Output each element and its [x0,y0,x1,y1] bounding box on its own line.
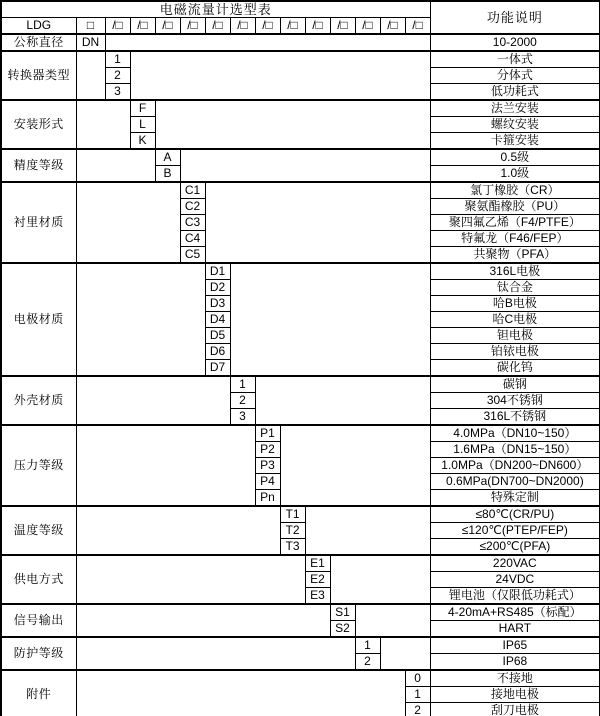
code-cell: C3 [180,215,205,231]
category-label: 压力等级 [1,425,76,506]
code-cell: P1 [255,425,280,442]
table-row [1,425,600,442]
empty-span [280,425,430,506]
code-cell: E1 [305,555,330,572]
empty-span [105,34,430,51]
table-row [1,182,600,199]
table-row [1,555,600,572]
code-cell: D7 [205,360,230,377]
slot-box: /□ [105,18,130,35]
desc-cell: 哈C电极 [430,312,600,328]
desc-cell: 法兰安装 [430,100,600,117]
code-cell: C5 [180,247,205,264]
empty-span [205,182,430,263]
desc-cell: ≤120℃(PTEP/FEP) [430,523,600,539]
desc-cell: 碳钢 [430,376,600,393]
empty-span [76,182,180,263]
empty-span [76,555,305,604]
code-cell: T2 [280,523,305,539]
slot-box: /□ [405,18,430,35]
empty-span [76,637,355,670]
empty-span [380,637,430,670]
code-cell: D2 [205,280,230,296]
code-cell: D4 [205,312,230,328]
category-label: 温度等级 [1,506,76,555]
category-label: 衬里材质 [1,182,76,263]
desc-cell: 10-2000 [430,34,600,51]
desc-cell: 0.6MPa(DN700~DN2000) [430,474,600,490]
code-cell: S2 [330,621,355,638]
desc-cell: 聚氨酯橡胶（PU） [430,199,600,215]
desc-cell: 220VAC [430,555,600,572]
empty-span [155,100,430,149]
desc-cell: 不接地 [430,670,600,687]
empty-span [76,149,155,182]
desc-cell: 特氟龙（F46/FEP） [430,231,600,247]
desc-cell: 卡箍安装 [430,133,600,150]
empty-span [230,263,430,376]
empty-span [130,51,430,100]
table-row [1,51,600,68]
code-cell: A [155,149,180,166]
table-row [1,376,600,393]
code-cell: 2 [230,393,255,409]
code-cell: T1 [280,506,305,523]
function-column-header: 功能说明 [430,1,600,34]
code-cell: 1 [230,376,255,393]
empty-span [76,425,255,506]
empty-span [76,100,130,149]
code-cell: D6 [205,344,230,360]
diameter-row [1,34,600,51]
desc-cell: 1.0MPa（DN200~DN600） [430,458,600,474]
code-cell: 1 [355,637,380,654]
desc-cell: 1.0级 [430,166,600,183]
code-cell: P4 [255,474,280,490]
empty-span [76,506,280,555]
desc-cell: 氯丁橡胶（CR） [430,182,600,199]
desc-cell: 碳化钨 [430,360,600,377]
code-cell: K [130,133,155,150]
slot-box: /□ [355,18,380,35]
empty-span [76,376,230,425]
empty-span [330,555,430,604]
empty-span [76,604,330,637]
code-cell: D3 [205,296,230,312]
desc-cell: ≤80℃(CR/PU) [430,506,600,523]
empty-span [305,506,430,555]
code-cell: T3 [280,539,305,556]
slot-box: /□ [380,18,405,35]
desc-cell: 共聚物（PFA） [430,247,600,264]
empty-span [180,149,430,182]
desc-cell: 锂电池（仅限低功耗式） [430,588,600,605]
code-cell: S1 [330,604,355,621]
slot-box: /□ [155,18,180,35]
code-cell: 2 [355,654,380,671]
table-row [1,670,600,687]
desc-cell: 316L不锈钢 [430,409,600,426]
desc-cell: 4-20mA+RS485（标配） [430,604,600,621]
category-label: 附件 [1,670,76,716]
empty-span [76,51,105,100]
category-label: 防护等级 [1,637,76,670]
desc-cell: ≤200℃(PFA) [430,539,600,556]
desc-cell: 铂铱电极 [430,344,600,360]
slot-box: /□ [180,18,205,35]
desc-cell: 接地电极 [430,687,600,703]
code-cell: 3 [105,84,130,101]
desc-cell: 316L电极 [430,263,600,280]
desc-cell: 钛合金 [430,280,600,296]
slot-box: /□ [130,18,155,35]
code-cell: DN [76,34,105,51]
category-label: 精度等级 [1,149,76,182]
table-row [1,506,600,523]
code-cell: C2 [180,199,205,215]
table-row [1,149,600,166]
code-cell: B [155,166,180,183]
ldg-label: LDG [1,18,76,35]
desc-cell: 1.6MPa（DN15~150） [430,442,600,458]
code-cell: Pn [255,490,280,507]
page-title: 电磁流量计选型表 [1,1,430,18]
code-cell: D5 [205,328,230,344]
desc-cell: 聚四氟乙烯（F4/PTFE） [430,215,600,231]
empty-span [76,263,205,376]
desc-cell: IP65 [430,637,600,654]
category-label: 电极材质 [1,263,76,376]
empty-span [255,376,430,425]
code-cell: F [130,100,155,117]
desc-cell: 钽电极 [430,328,600,344]
empty-span [76,670,405,716]
category-label: 公称直径 [1,34,76,51]
code-cell: 0 [405,670,430,687]
slot-box: /□ [330,18,355,35]
slot-box: /□ [205,18,230,35]
code-cell: E3 [305,588,330,605]
slot-box: /□ [230,18,255,35]
table-row [1,100,600,117]
table-row [1,604,600,621]
code-cell: E2 [305,572,330,588]
code-cell: P3 [255,458,280,474]
desc-cell: 刮刀电极 [430,703,600,716]
header-row [1,1,600,18]
slot-box: /□ [255,18,280,35]
category-label: 信号输出 [1,604,76,637]
desc-cell: 哈B电极 [430,296,600,312]
slot-box: /□ [305,18,330,35]
category-label: 外壳材质 [1,376,76,425]
category-label: 供电方式 [1,555,76,604]
desc-cell: 4.0MPa（DN10~150） [430,425,600,442]
desc-cell: 24VDC [430,572,600,588]
table-row [1,263,600,280]
desc-cell: 304不锈钢 [430,393,600,409]
code-cell: C4 [180,231,205,247]
code-cell: P2 [255,442,280,458]
desc-cell: 0.5级 [430,149,600,166]
table-row [1,637,600,654]
slot-box: /□ [280,18,305,35]
desc-cell: 低功耗式 [430,84,600,101]
code-cell: L [130,117,155,133]
desc-cell: 特殊定制 [430,490,600,507]
desc-cell: HART [430,621,600,638]
desc-cell: IP68 [430,654,600,671]
desc-cell: 一体式 [430,51,600,68]
code-cell: 1 [105,51,130,68]
category-label: 转换器类型 [1,51,76,100]
empty-span [355,604,430,637]
code-cell: 1 [405,687,430,703]
code-cell: 2 [105,68,130,84]
desc-cell: 螺纹安装 [430,117,600,133]
code-cell: D1 [205,263,230,280]
model-code-box: □ [76,18,105,35]
category-label: 安装形式 [1,100,76,149]
code-cell: 2 [405,703,430,716]
code-cell: 3 [230,409,255,426]
code-cell: C1 [180,182,205,199]
selection-table-body [1,1,600,716]
desc-cell: 分体式 [430,68,600,84]
